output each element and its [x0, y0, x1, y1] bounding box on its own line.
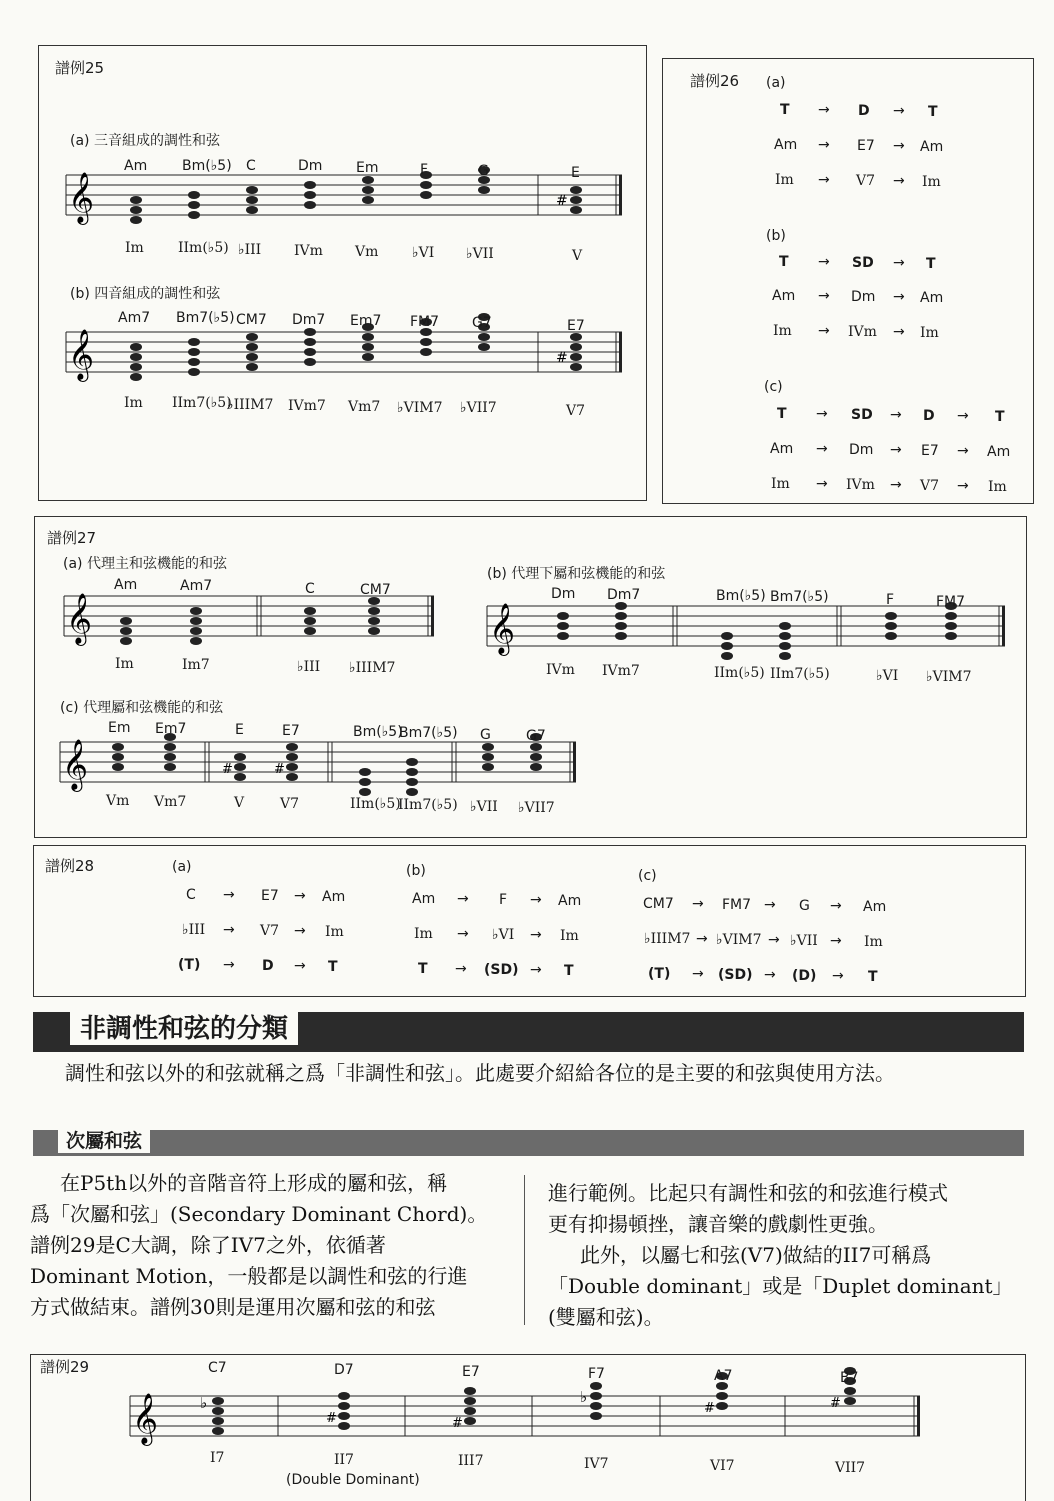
roman-label: V7 [566, 403, 586, 419]
arrow: → [816, 476, 828, 492]
arrow: → [890, 407, 902, 423]
arrow: → [223, 887, 235, 903]
roman-label: ♭III [297, 659, 321, 675]
svg-text:#: # [704, 1401, 715, 1416]
arrow: → [830, 933, 842, 949]
staff-27c [60, 739, 580, 802]
chord-label: CM7 [360, 582, 391, 598]
function-cell: C [186, 887, 196, 903]
function-cell: Im [922, 174, 941, 190]
function-cell: T [418, 961, 428, 977]
staff-27a [64, 593, 440, 656]
function-cell: V7 [920, 478, 940, 494]
function-cell: ♭IIIM7 [644, 931, 691, 947]
function-cell: F [499, 892, 508, 908]
chord-label: C [305, 581, 315, 597]
chord-label: Bm7(♭5) [770, 589, 829, 605]
chord-label: Dm7 [292, 312, 326, 328]
function-cell: Am [774, 137, 798, 153]
arrow: → [455, 961, 467, 977]
function-cell: V7 [260, 923, 280, 939]
chord-label: Dm [551, 586, 576, 602]
double-dominant-note: (Double Dominant) [286, 1472, 420, 1488]
roman-label: IVm [546, 662, 575, 678]
example-26c-tag: (c) [764, 379, 783, 395]
chord-label: E7 [462, 1364, 480, 1380]
svg-text:𝄞: 𝄞 [489, 603, 516, 654]
arrow: → [893, 173, 905, 189]
arrow: → [530, 927, 542, 943]
arrow: → [818, 288, 830, 304]
example-25a-title: (a) 三音組成的調性和弦 [70, 133, 220, 149]
arrow: → [893, 255, 905, 271]
svg-text:𝄞: 𝄞 [132, 1393, 159, 1444]
roman-label: Vm [355, 244, 379, 260]
section-header-square [36, 1016, 62, 1042]
function-cell: Am [987, 444, 1011, 460]
svg-text:#: # [556, 193, 568, 209]
function-cell: ♭VI [492, 927, 515, 943]
arrow: → [457, 891, 469, 907]
arrow: → [957, 408, 969, 424]
roman-label: Im [115, 656, 134, 672]
function-cell: SD [852, 255, 874, 271]
example-28-label: 譜例28 [45, 857, 95, 875]
text-line: Dominant Motion，一般都是以調性和弦的行進 [30, 1264, 468, 1288]
function-cell: Am [920, 139, 944, 155]
chord-label: E [235, 722, 244, 738]
chord-label: C7 [208, 1360, 227, 1376]
chord-label: G [480, 727, 491, 743]
text-line: 譜例29是C大調，除了IV7之外，依循著 [30, 1233, 386, 1257]
roman-label: ♭VIM7 [926, 669, 972, 685]
text-line: 進行範例。比起只有調性和弦的和弦進行模式 [548, 1181, 948, 1205]
example-25b-title: (b) 四音組成的調性和弦 [70, 286, 221, 302]
function-cell: Am [322, 889, 346, 905]
roman-label: ♭III [238, 242, 262, 258]
example-25-label: 譜例25 [55, 59, 105, 77]
roman-label: ♭VI [412, 245, 435, 261]
svg-text:♭: ♭ [200, 1394, 208, 1412]
function-cell: (D) [792, 968, 817, 984]
function-cell: (T) [648, 966, 671, 982]
function-cell: FM7 [722, 897, 752, 913]
chord-label: F [420, 162, 429, 178]
svg-text:#: # [274, 762, 285, 777]
svg-text:#: # [222, 762, 233, 777]
roman-label: II7 [334, 1452, 354, 1468]
arrow: → [957, 478, 969, 494]
text-line: 在P5th以外的音階音符上形成的屬和弦，稱 [60, 1171, 448, 1195]
example-29-label: 譜例29 [40, 1358, 90, 1376]
arrow: → [890, 477, 902, 493]
svg-text:𝄞: 𝄞 [68, 329, 95, 380]
function-cell: (T) [178, 957, 201, 973]
text-line: (雙屬和弦)。 [548, 1305, 664, 1329]
arrow: → [818, 254, 830, 270]
function-cell: Im [920, 325, 939, 341]
function-cell: T [564, 963, 574, 979]
chord-label: Dm [298, 158, 323, 174]
left-column-text [30, 1168, 510, 1323]
function-cell: ♭III [182, 922, 206, 938]
chord-label: E [571, 165, 580, 181]
svg-text:𝄞: 𝄞 [62, 739, 89, 790]
function-cell: E7 [921, 443, 939, 459]
chord-label: Bm(♭5) [182, 158, 232, 174]
roman-label: ♭VI [876, 668, 899, 684]
function-cell: Dm [849, 442, 874, 458]
roman-label: Im [125, 240, 144, 256]
chord-label: D7 [334, 1362, 354, 1378]
arrow: → [818, 323, 830, 339]
roman-label: Vm7 [154, 794, 187, 810]
section-intro: 調性和弦以外的和弦就稱之爲「非調性和弦」。此處要介紹給各位的是主要的和弦與使用方法。 [65, 1061, 895, 1085]
example-27b-title: (b) 代理下屬和弦機能的和弦 [487, 566, 666, 582]
function-cell: IVm [846, 477, 875, 493]
function-cell: Im [771, 476, 790, 492]
arrow: → [893, 324, 905, 340]
example-26a-tag: (a) [766, 75, 786, 91]
chord-label: Em [108, 720, 131, 736]
function-cell: Im [560, 928, 579, 944]
arrow: → [692, 896, 704, 912]
roman-label: IIm(♭5) [178, 240, 229, 256]
text-line: 「Double dominant」或是「Duplet dominant」 [548, 1274, 1013, 1298]
arrow: → [893, 138, 905, 154]
example-26-box [662, 58, 1034, 504]
arrow: → [223, 922, 235, 938]
function-cell: SD [851, 407, 873, 423]
function-cell: IVm [848, 324, 877, 340]
chord-label: G [478, 163, 489, 179]
arrow: → [696, 931, 708, 947]
svg-text:#: # [556, 350, 568, 366]
example-27c-title: (c) 代理屬和弦機能的和弦 [60, 700, 224, 716]
arrow: → [893, 289, 905, 305]
arrow: → [818, 172, 830, 188]
roman-label: Im [124, 395, 143, 411]
staff-29 [130, 1388, 926, 1456]
function-cell: Im [325, 924, 344, 940]
function-cell: G [799, 898, 810, 914]
function-cell: E7 [261, 888, 279, 904]
function-cell: Im [775, 172, 794, 188]
column-divider [524, 1175, 525, 1325]
chord-label: FM7 [410, 314, 440, 330]
example-28b-tag: (b) [406, 863, 426, 879]
chord-label: CM7 [236, 312, 267, 328]
arrow: → [818, 102, 830, 118]
function-cell: T [928, 104, 938, 120]
roman-label: IV7 [584, 1456, 609, 1472]
function-cell: Am [558, 893, 582, 909]
chord-label: Am [124, 158, 148, 174]
function-cell: Am [772, 288, 796, 304]
chord-label: B7 [840, 1370, 859, 1386]
roman-label: Vm [106, 793, 130, 809]
roman-label: IVm [294, 243, 323, 259]
function-cell: E7 [857, 138, 875, 154]
example-26b-tag: (b) [766, 228, 786, 244]
svg-text:#: # [326, 1411, 337, 1426]
function-cell: (SD) [718, 967, 753, 983]
function-cell: D [262, 958, 274, 974]
arrow: → [530, 962, 542, 978]
function-cell: Im [414, 926, 433, 942]
roman-label: ♭VIM7 [397, 400, 443, 416]
text-line: 方式做結束。譜例30則是運用次屬和弦的和弦 [30, 1295, 436, 1319]
roman-label: IIm7(♭5) [398, 797, 458, 813]
chord-label: F [886, 592, 895, 608]
chord-label: E7 [567, 318, 585, 334]
function-cell: Im [864, 934, 883, 950]
example-25-box [38, 45, 647, 501]
right-column-text [548, 1178, 1028, 1333]
arrow: → [764, 967, 776, 983]
staff-25b [66, 329, 626, 392]
example-27a-title: (a) 代理主和弦機能的和弦 [63, 556, 227, 572]
roman-label: IIm(♭5) [350, 796, 401, 812]
text-line: 爲「次屬和弦」(Secondary Dominant Chord)。 [30, 1202, 488, 1226]
function-cell: T [328, 959, 338, 975]
arrow: → [957, 443, 969, 459]
roman-label: V [234, 795, 245, 811]
function-cell: CM7 [643, 896, 674, 912]
roman-label: IIm7(♭5) [770, 666, 830, 682]
chord-label: Bm(♭5) [716, 588, 766, 604]
svg-text:𝄞: 𝄞 [68, 172, 95, 223]
arrow: → [764, 897, 776, 913]
function-cell: Im [773, 323, 792, 339]
arrow: → [294, 888, 306, 904]
chord-label: E7 [282, 723, 300, 739]
function-cell: Dm [851, 289, 876, 305]
roman-label: ♭IIIM7 [349, 660, 396, 676]
function-cell: (SD) [484, 962, 519, 978]
roman-label: ♭VII [470, 799, 498, 815]
example-27-label: 譜例27 [47, 529, 97, 547]
roman-label: ♭VII [466, 246, 494, 262]
function-cell: D [923, 408, 935, 424]
arrow: → [294, 923, 306, 939]
arrow: → [692, 966, 704, 982]
roman-label: ♭IIIM7 [227, 397, 274, 413]
chord-label: Bm7(♭5) [399, 725, 458, 741]
roman-label: I7 [210, 1450, 225, 1466]
svg-text:#: # [830, 1396, 841, 1411]
arrow: → [816, 441, 828, 457]
chord-label: G7 [526, 728, 546, 744]
arrow: → [818, 137, 830, 153]
chord-label: Bm7(♭5) [176, 310, 235, 326]
roman-label: V7 [280, 796, 300, 812]
staff-27b [487, 603, 1009, 666]
chord-label: A7 [714, 1368, 733, 1384]
roman-label: IIm7(♭5) [172, 395, 232, 411]
chord-label: Em7 [155, 721, 187, 737]
svg-text:𝄞: 𝄞 [66, 593, 93, 644]
chord-label: Dm7 [607, 587, 641, 603]
arrow: → [893, 103, 905, 119]
arrow: → [294, 958, 306, 974]
chord-label: Em [356, 160, 379, 176]
text-line: 更有抑揚頓挫，讓音樂的戲劇性更強。 [548, 1212, 888, 1236]
text-line: 此外，以屬七和弦(V7)做結的II7可稱爲 [580, 1243, 932, 1267]
function-cell: Am [412, 891, 436, 907]
function-cell: T [868, 969, 878, 985]
chord-label: Bm(♭5) [353, 724, 403, 740]
chord-label: Am7 [118, 310, 151, 326]
svg-text:#: # [452, 1416, 463, 1431]
roman-label: Im7 [182, 657, 210, 673]
roman-label: IIm(♭5) [714, 665, 765, 681]
function-cell: D [858, 103, 870, 119]
arrow: → [830, 898, 842, 914]
chord-label: Am7 [180, 578, 213, 594]
function-cell: T [780, 102, 790, 118]
function-cell: V7 [856, 173, 876, 189]
function-cell: Am [863, 899, 887, 915]
roman-label: ♭VII7 [460, 400, 497, 416]
function-cell: T [995, 409, 1005, 425]
function-cell: Am [920, 290, 944, 306]
function-cell: Am [770, 441, 794, 457]
subsection-title: 次屬和弦 [58, 1126, 150, 1153]
roman-label: III7 [458, 1453, 484, 1469]
example-26-label: 譜例26 [690, 72, 740, 90]
function-cell: ♭VIM7 [716, 932, 762, 948]
example-28a-tag: (a) [172, 859, 192, 875]
subsection-header-bar [33, 1130, 1024, 1156]
roman-label: IVm7 [602, 663, 640, 679]
arrow: → [816, 406, 828, 422]
subsection-header-square [36, 1133, 54, 1151]
arrow: → [890, 442, 902, 458]
chord-label: F7 [588, 1366, 605, 1382]
function-cell: T [777, 406, 787, 422]
function-cell: Im [988, 479, 1007, 495]
roman-label: VII7 [835, 1460, 866, 1476]
arrow: → [530, 892, 542, 908]
svg-text:♭: ♭ [580, 1388, 588, 1406]
chord-label: Em7 [350, 313, 382, 329]
roman-label: V [572, 248, 583, 264]
function-cell: T [926, 256, 936, 272]
chord-label: G7 [472, 315, 492, 331]
function-cell: ♭VII [790, 933, 818, 949]
arrow: → [223, 957, 235, 973]
chord-label: FM7 [936, 594, 966, 610]
arrow: → [832, 968, 844, 984]
chord-label: C [246, 158, 256, 174]
staff-25a [66, 172, 626, 235]
roman-label: IVm7 [288, 398, 326, 414]
section-title: 非調性和弦的分類 [70, 1008, 298, 1045]
arrow: → [768, 932, 780, 948]
arrow: → [457, 926, 469, 942]
chord-label: Am [114, 577, 138, 593]
roman-label: Vm7 [348, 399, 381, 415]
function-cell: T [779, 254, 789, 270]
roman-label: VI7 [710, 1458, 735, 1474]
example-28c-tag: (c) [638, 868, 657, 884]
roman-label: ♭VII7 [518, 800, 555, 816]
